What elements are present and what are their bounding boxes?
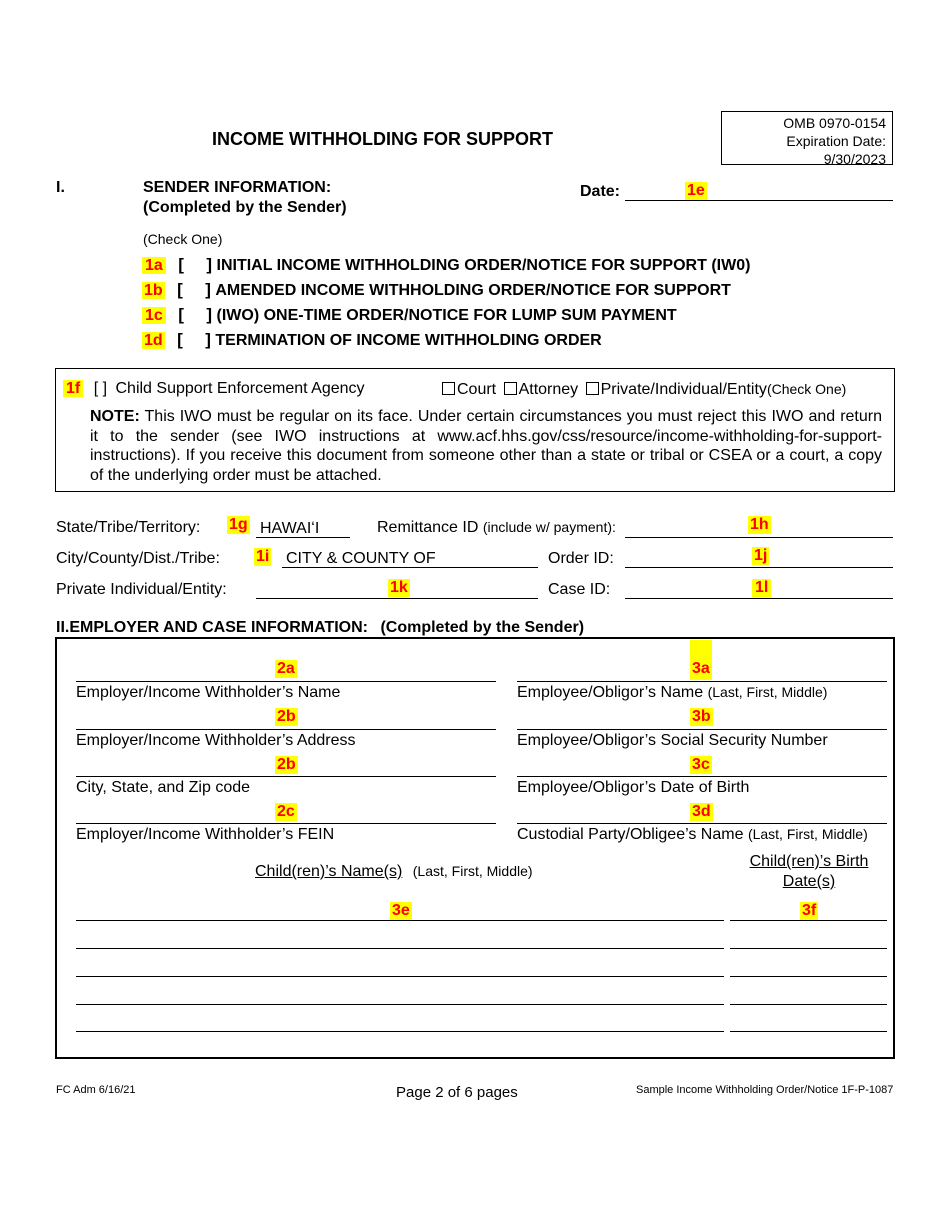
section2-heading: II.EMPLOYER AND CASE INFORMATION: <box>56 619 368 636</box>
state-tag: 1g <box>229 516 248 533</box>
custodial-party-label-group <box>517 826 868 844</box>
custodial-party-label: Custodial Party/Obligee’s Name <box>517 826 744 843</box>
employer-name-field[interactable] <box>76 681 496 682</box>
employer-address-label: Employer/Income Withholder’s Address <box>76 732 356 749</box>
form-title: INCOME WITHHOLDING FOR SUPPORT <box>212 129 553 149</box>
note-text: This IWO must be regular on its face. Under certain circumstances you must reject this IWO and return it to the sender (see IWO instructions at www.acf.hhs.gov/css/resource/income-withholding-for-support-instructions). If you receive this document from someone other than a state or tribal or CSEA or a court, a copy of the underlying order must be attached. <box>90 408 882 484</box>
state-value: HAWAIʻI <box>260 520 320 537</box>
child-dob-row-1[interactable] <box>730 920 887 921</box>
checkbox-close: ] <box>206 305 213 324</box>
city-field[interactable] <box>282 567 538 568</box>
private-checkbox[interactable] <box>586 382 599 395</box>
employer-city-label: City, State, and Zip code <box>76 779 251 796</box>
check-one-label: (Check One) <box>143 231 223 247</box>
omb-box <box>721 111 893 165</box>
checkbox-close: ] <box>205 280 211 299</box>
employee-name-label-group <box>517 684 827 702</box>
option-tag: 1a <box>142 257 166 274</box>
attorney-checkbox[interactable] <box>504 382 517 395</box>
children-header: Child(ren)’s Name(s) <box>255 863 403 880</box>
case-id-label: Case ID: <box>548 581 611 598</box>
child-dob-row-3[interactable] <box>730 976 887 977</box>
employer-address-field[interactable] <box>76 729 496 730</box>
field-tag-2b-city: 2b <box>277 756 296 773</box>
order-type-option-1a[interactable] <box>142 255 750 275</box>
employee-dob-field[interactable] <box>517 776 887 777</box>
employer-name-label: Employer/Income Withholder’s Name <box>76 684 341 701</box>
children-tag: 3e <box>392 902 410 919</box>
section2-subheading: (Completed by the Sender) <box>380 619 585 636</box>
option-label: INITIAL INCOME WITHHOLDING ORDER/NOTICE FOR SUPPORT (IW0) <box>216 257 751 274</box>
employee-name-field[interactable] <box>517 681 887 682</box>
date-label: Date: <box>580 183 621 200</box>
custodial-party-note: (Last, First, Middle) <box>747 826 868 842</box>
case-id-tag: 1l <box>752 579 771 597</box>
order-id-field[interactable] <box>625 567 893 568</box>
employee-dob-label: Employee/Obligor’s Date of Birth <box>517 779 750 796</box>
child-dob-row-5[interactable] <box>730 1031 887 1032</box>
private-label: Private/Individual/Entity <box>600 381 767 398</box>
birth-date-header-line2: Date(s) <box>782 873 836 890</box>
field-tag-2c: 2c <box>277 803 295 820</box>
remittance-label: Remittance ID <box>377 519 479 536</box>
footer-form-code: FC Adm 6/16/21 <box>56 1084 136 1096</box>
child-name-row-2[interactable] <box>76 948 724 949</box>
section2-heading-group <box>56 619 584 637</box>
field-tag-3b: 3b <box>692 708 711 725</box>
order-type-option-1b[interactable] <box>142 280 731 300</box>
birth-date-tag: 3f <box>802 902 817 919</box>
court-label: Court <box>457 381 497 398</box>
court-checkbox[interactable] <box>442 382 455 395</box>
option-tag: 1c <box>142 307 166 324</box>
check-one-note: (Check One) <box>766 381 847 397</box>
option-label: TERMINATION OF INCOME WITHHOLDING ORDER <box>215 332 602 349</box>
birth-date-header-line1: Child(ren)’s Birth <box>749 853 869 870</box>
field-tag-2a: 2a <box>277 660 295 677</box>
checkbox-open: [ <box>177 280 183 299</box>
employer-fein-field[interactable] <box>76 823 496 824</box>
sender-type-tag: 1f <box>63 380 83 397</box>
date-tag: 1e <box>687 182 705 199</box>
employee-ssn-label: Employee/Obligor’s Social Security Number <box>517 732 828 749</box>
private-entity-field[interactable] <box>256 598 538 599</box>
section-subheading: (Completed by the Sender) <box>143 199 347 216</box>
footer-form-title: Sample Income Withholding Order/Notice 1F-P-1087 <box>636 1084 894 1096</box>
sender-type-options <box>442 381 846 399</box>
csea-label: Child Support Enforcement Agency <box>115 380 365 397</box>
child-name-row-1[interactable] <box>76 920 724 921</box>
city-value: CITY & COUNTY OF <box>286 550 436 567</box>
checkbox-open: [ <box>178 305 184 324</box>
case-id-field[interactable] <box>625 598 893 599</box>
employee-name-note: (Last, First, Middle) <box>707 684 828 700</box>
child-dob-row-2[interactable] <box>730 948 887 949</box>
employer-city-field[interactable] <box>76 776 496 777</box>
date-field[interactable] <box>625 200 893 201</box>
note-paragraph <box>90 407 882 485</box>
csea-checkbox[interactable]: [ ] <box>93 380 108 397</box>
section-number: I. <box>56 179 65 196</box>
birth-date-header <box>730 852 888 892</box>
order-type-option-1d[interactable] <box>142 330 602 350</box>
field-tag-3d: 3d <box>692 803 711 820</box>
private-entity-label: Private Individual/Entity: <box>56 581 227 598</box>
sender-type-row <box>63 380 365 398</box>
remittance-label-group <box>377 519 616 537</box>
option-label: (IWO) ONE-TIME ORDER/NOTICE FOR LUMP SUM PAYMENT <box>216 307 677 324</box>
expiration-date: 9/30/2023 <box>823 151 886 167</box>
footer-page-number: Page 2 of 6 pages <box>396 1084 518 1101</box>
children-header-note: (Last, First, Middle) <box>412 863 533 879</box>
child-name-row-4[interactable] <box>76 1004 724 1005</box>
employee-ssn-field[interactable] <box>517 729 887 730</box>
state-label: State/Tribe/Territory: <box>56 519 201 536</box>
option-tag: 1d <box>144 332 163 349</box>
field-tag-2b: 2b <box>277 708 296 725</box>
omb-number: OMB 0970-0154 <box>783 115 886 131</box>
order-id-label: Order ID: <box>548 550 614 567</box>
employer-fein-label: Employer/Income Withholder’s FEIN <box>76 826 335 843</box>
child-dob-row-4[interactable] <box>730 1004 887 1005</box>
order-id-tag: 1j <box>754 547 768 564</box>
children-header-group <box>255 863 533 881</box>
employee-name-label: Employee/Obligor’s Name <box>517 684 704 701</box>
remittance-note: (include w/ payment): <box>482 519 616 535</box>
checkbox-open: [ <box>178 255 184 274</box>
section-heading: SENDER INFORMATION: <box>143 179 332 196</box>
field-tag-3a: 3a <box>690 640 712 680</box>
checkbox-open: [ <box>177 330 183 349</box>
custodial-party-field[interactable] <box>517 823 887 824</box>
note-label: NOTE: <box>90 408 140 425</box>
child-name-row-3[interactable] <box>76 976 724 977</box>
private-entity-tag: 1k <box>390 579 408 596</box>
remittance-id-field[interactable] <box>625 537 893 538</box>
city-tag: 1i <box>256 548 270 565</box>
city-label: City/County/Dist./Tribe: <box>56 550 220 567</box>
option-tag: 1b <box>144 282 163 299</box>
option-label: AMENDED INCOME WITHHOLDING ORDER/NOTICE FOR SUPPORT <box>215 282 731 299</box>
remittance-tag: 1h <box>750 516 769 533</box>
checkbox-close: ] <box>206 255 213 274</box>
expiration-label: Expiration Date: <box>786 133 886 149</box>
order-type-option-1c[interactable] <box>142 305 677 325</box>
child-name-row-5[interactable] <box>76 1031 724 1032</box>
field-tag-3c: 3c <box>692 756 710 773</box>
checkbox-close: ] <box>205 330 211 349</box>
attorney-label: Attorney <box>518 381 579 398</box>
state-field[interactable] <box>256 537 350 538</box>
